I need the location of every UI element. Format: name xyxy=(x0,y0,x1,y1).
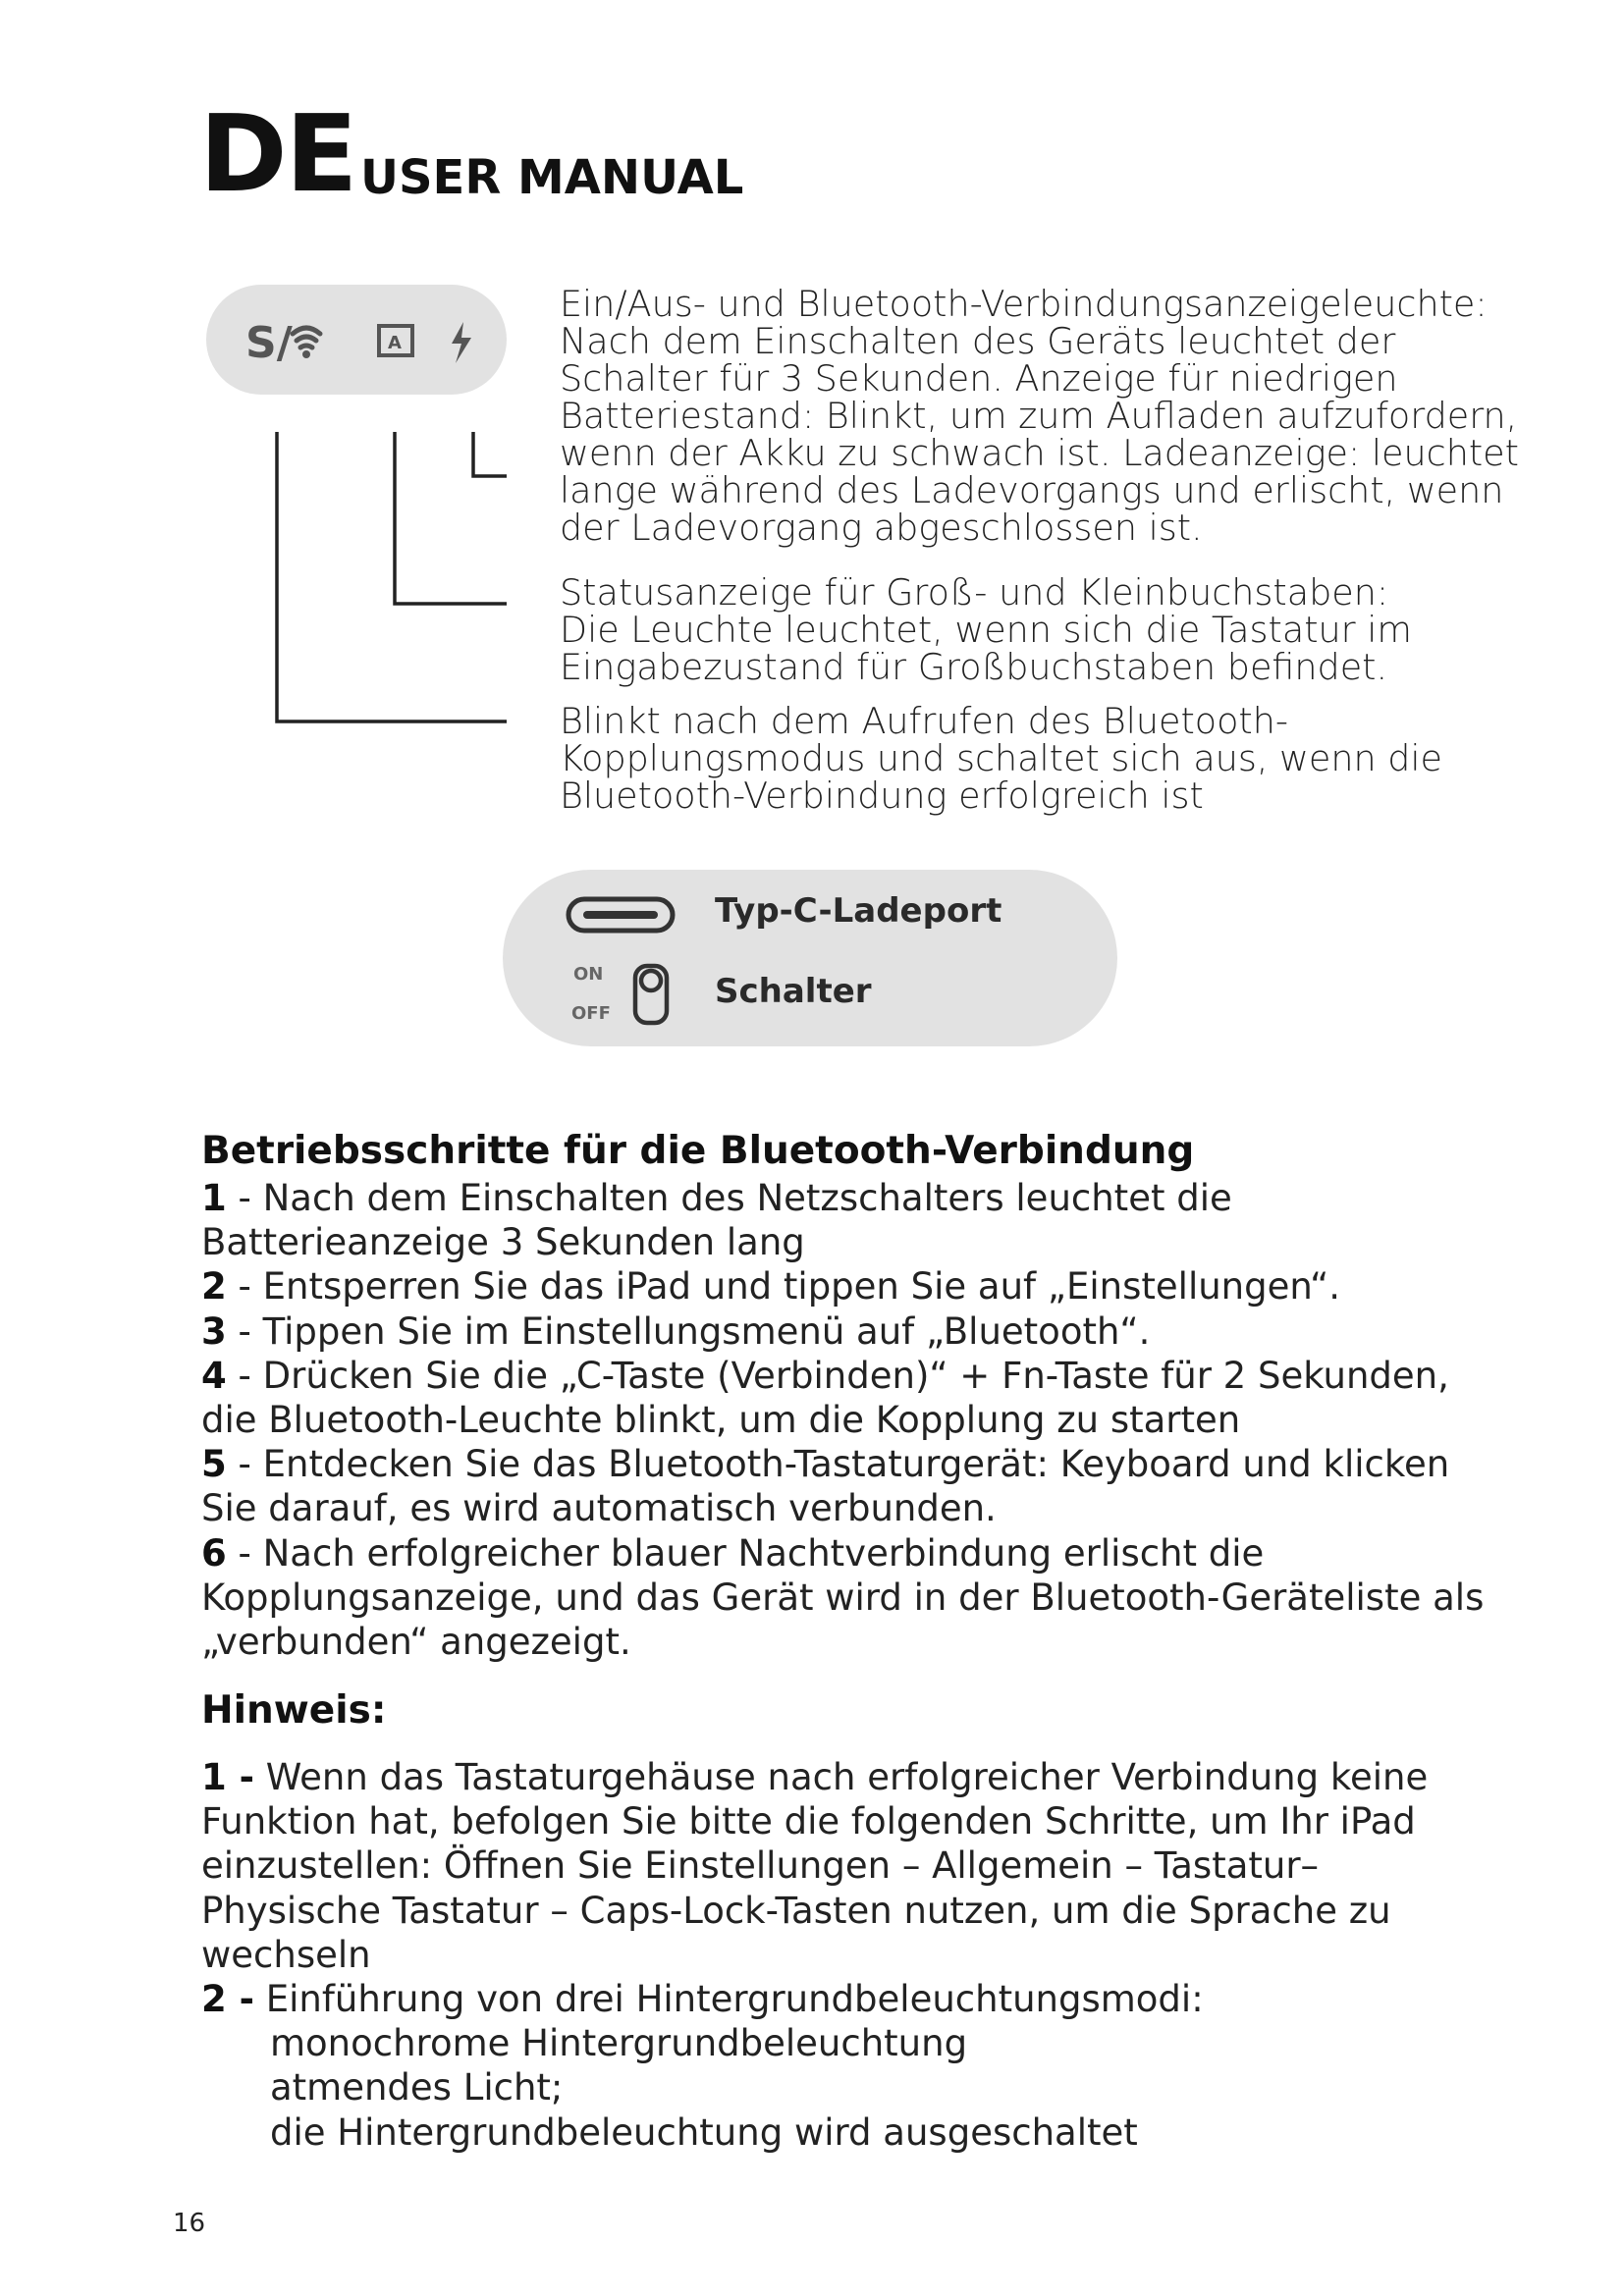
page-number: 16 xyxy=(173,2209,206,2238)
step-number: 3 xyxy=(201,1309,227,1353)
note-text: Physische Tastatur – Caps-Lock-Tasten nutzen, um die Sprache zu xyxy=(201,1889,1391,1932)
steps-heading: Betriebsschritte für die Bluetooth-Verbindung xyxy=(201,1129,1195,1173)
switch-on-label: ON xyxy=(573,964,604,985)
step-line xyxy=(201,1354,1484,1398)
step-text: Kopplungsanzeige, und das Gerät wird in der Bluetooth-Geräteliste als xyxy=(201,1575,1485,1619)
step-number: 4 xyxy=(201,1354,227,1397)
desc-line: Schalter für 3 Sekunden. Anzeige für niedrigen xyxy=(560,357,1398,400)
note-line xyxy=(201,1977,1428,2021)
usb-c-port-icon xyxy=(568,899,673,931)
step-number: 6 xyxy=(201,1531,227,1575)
note-line xyxy=(201,1889,1428,1933)
note-line xyxy=(201,1933,1428,1977)
charging-indicator-icon xyxy=(452,322,471,363)
language-code: DE xyxy=(199,93,356,216)
desc-line: der Ladevorgang abgeschlossen ist. xyxy=(560,507,1203,549)
note-line xyxy=(201,2065,1428,2109)
typec-label: Typ-C-Ladeport xyxy=(715,891,1002,931)
desc-line: Die Leuchte leuchtet, wenn sich die Tastatur im xyxy=(560,609,1412,651)
caps-lock-letter: A xyxy=(388,333,402,353)
note-text: Funktion hat, befolgen Sie bitte die folgenden Schritte, um Ihr iPad xyxy=(201,1800,1416,1843)
note-line xyxy=(201,1843,1428,1888)
note-list xyxy=(201,1755,1428,2155)
step-text: - Tippen Sie im Einstellungsmenü auf „Bluetooth“. xyxy=(226,1309,1151,1353)
document-title: USER MANUAL xyxy=(360,150,744,205)
steps-list xyxy=(201,1176,1484,1664)
note-heading: Hinweis: xyxy=(201,1688,387,1733)
step-number: 2 xyxy=(201,1265,227,1308)
caps-wifi-glyph: S/ xyxy=(245,318,293,368)
switch-label: Schalter xyxy=(715,972,872,1011)
note-text: atmendes Licht; xyxy=(270,2066,564,2109)
step-text: - Nach erfolgreicher blauer Nachtverbindung erlischt die xyxy=(226,1531,1265,1575)
step-line xyxy=(201,1220,1484,1264)
step-text: - Nach dem Einschalten des Netzschalters leuchtet die xyxy=(226,1177,1232,1219)
step-line xyxy=(201,1486,1484,1530)
step-text: Batterieanzeige 3 Sekunden lang xyxy=(201,1221,805,1264)
step-text: - Entdecken Sie das Bluetooth-Tastaturgerät: Keyboard und klicken xyxy=(226,1443,1450,1486)
note-text: einzustellen: Öffnen Sie Einstellungen – Allgemein – Tastatur– xyxy=(201,1844,1320,1888)
step-line xyxy=(201,1442,1484,1486)
step-line xyxy=(201,1309,1484,1354)
switch-off-label: OFF xyxy=(571,1003,611,1024)
desc-line: Batteriestand: Blinkt, um zum Aufladen aufzufordern, xyxy=(560,395,1518,437)
note-number: 2 - xyxy=(201,1978,254,2021)
indicator-leader-lines xyxy=(275,422,520,736)
step-number: 5 xyxy=(201,1443,227,1486)
note-line xyxy=(201,2021,1428,2065)
desc-line: Kopplungsmodus und schaltet sich aus, wenn die xyxy=(560,737,1442,779)
desc-line: Ein/Aus- und Bluetooth-Verbindungsanzeigeleuchte: xyxy=(560,283,1488,325)
note-text: Wenn das Tastaturgehäuse nach erfolgreicher Verbindung keine xyxy=(253,1756,1429,1798)
desc-line: Eingabezustand für Großbuchstaben befindet. xyxy=(560,646,1388,688)
desc-line: Blinkt nach dem Aufrufen des Bluetooth- xyxy=(560,700,1289,742)
step-line xyxy=(201,1575,1484,1620)
note-text: die Hintergrundbeleuchtung wird ausgeschaltet xyxy=(270,2110,1138,2154)
step-line xyxy=(201,1398,1484,1442)
caps-lock-indicator-icon xyxy=(379,326,412,355)
step-number: 1 xyxy=(201,1177,227,1219)
power-switch-icon xyxy=(571,964,667,1024)
step-line xyxy=(201,1620,1484,1664)
step-text: - Entsperren Sie das iPad und tippen Sie auf „Einstellungen“. xyxy=(226,1265,1341,1308)
desc-line: Statusanzeige für Groß- und Kleinbuchstaben: xyxy=(560,571,1389,614)
step-text: - Drücken Sie die „C-Taste (Verbinden)“ + Fn-Taste für 2 Sekunden, xyxy=(226,1354,1449,1397)
step-line xyxy=(201,1531,1484,1575)
step-line xyxy=(201,1176,1484,1220)
desc-line: Bluetooth-Verbindung erfolgreich ist xyxy=(560,774,1204,817)
note-text: monochrome Hintergrundbeleuchtung xyxy=(270,2022,968,2065)
description-power-bluetooth xyxy=(560,283,1561,549)
desc-line: lange während des Ladevorgangs und erlischt, wenn xyxy=(560,469,1504,511)
note-line xyxy=(201,1755,1428,1799)
description-pairing xyxy=(560,700,1561,817)
step-text: Sie darauf, es wird automatisch verbunden. xyxy=(201,1487,997,1530)
indicator-icons xyxy=(206,285,507,395)
step-line xyxy=(201,1264,1484,1308)
step-text: „verbunden“ angezeigt. xyxy=(201,1621,631,1664)
note-text: wechseln xyxy=(201,1933,371,1976)
note-number: 1 - xyxy=(201,1756,254,1798)
desc-line: wenn der Akku zu schwach ist. Ladeanzeige: leuchtet xyxy=(560,432,1519,474)
caps-wifi-indicator-icon xyxy=(245,318,320,368)
desc-line: Nach dem Einschalten des Geräts leuchtet der xyxy=(560,320,1396,362)
note-line xyxy=(201,2110,1428,2155)
description-caps-lock xyxy=(560,571,1561,688)
note-text: Einführung von drei Hintergrundbeleuchtungsmodi: xyxy=(253,1978,1204,2021)
step-text: die Bluetooth-Leuchte blinkt, um die Kopplung zu starten xyxy=(201,1399,1241,1442)
note-line xyxy=(201,1799,1428,1843)
